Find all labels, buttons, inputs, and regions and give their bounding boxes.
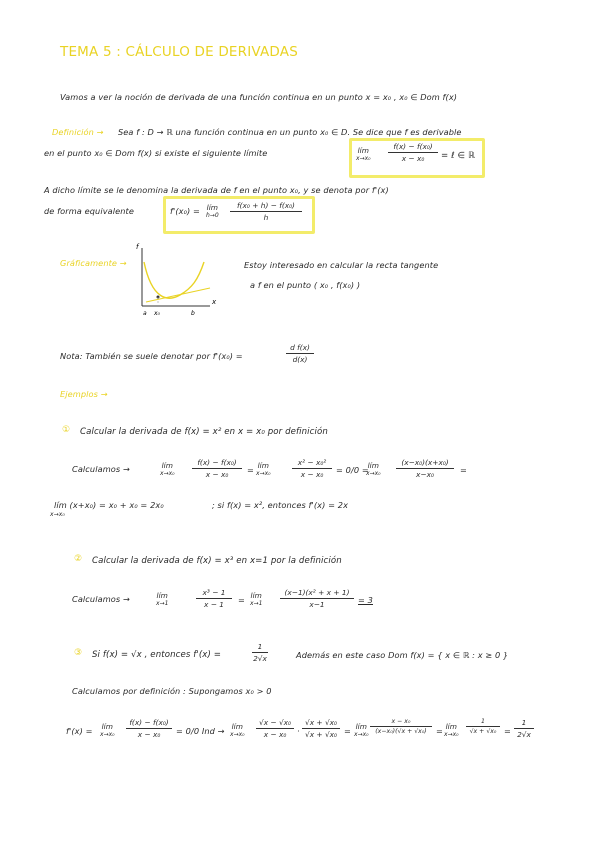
naming-line-2: de forma equivalente: [44, 206, 134, 216]
lim-word: lím: [156, 591, 168, 600]
example-1-lim-a: [160, 461, 175, 477]
graph-description-2: a f en el punto ( x₀ , f(x₀) ): [250, 280, 361, 290]
naming-line-1: A dicho límite se le denomina la derivada de f en el punto x₀, y se denota por f'(x): [44, 185, 389, 195]
lim-subscript: x→x₀: [230, 731, 245, 738]
fraction-numerator: f(x₀ + h) − f(x₀): [237, 201, 295, 210]
example-2-number: ②: [74, 554, 83, 564]
example-2-calc-label: Calculamos →: [72, 594, 130, 604]
example-1-result: lím (x+x₀) = x₀ + x₀ = 2x₀: [54, 500, 164, 510]
lim-word: lím: [257, 461, 269, 470]
example-2-fraction-2: [280, 588, 354, 609]
lim-subscript: x→x₀: [256, 470, 271, 477]
lim-subscript: x→x₀: [160, 470, 175, 477]
fraction-denominator: x − 1: [204, 600, 224, 609]
fraction-denominator: d(x): [292, 355, 308, 364]
tick-b: b: [191, 310, 195, 317]
lim-subscript: x→x₀: [366, 470, 381, 477]
intro-text: Vamos a ver la noción de derivada de una función continua en un punto x = x₀ , x₀ ∈ Dom f(x): [60, 92, 458, 102]
example-1-statement: Calcular la derivada de f(x) = x² en x = x₀ por definición: [80, 427, 328, 437]
fraction-denominator: x−1: [309, 600, 325, 609]
example-3-number: ③: [74, 648, 83, 658]
example-3-indeterminate: = 0/0 Ind →: [176, 726, 225, 736]
lim-word: lím: [357, 146, 369, 155]
example-1-fraction-3: [396, 458, 454, 479]
naming-fraction: [230, 201, 302, 222]
example-3-statement: Si f(x) = √x , entonces f'(x) =: [92, 650, 222, 660]
fraction-denominator: x − x₀: [205, 470, 229, 479]
example-3-fraction-2: [256, 718, 294, 739]
lim-subscript: x→1: [250, 600, 263, 607]
example-1-fraction-2: [292, 458, 332, 479]
note-fraction: [286, 343, 314, 364]
lim-subscript: x→x₀: [444, 731, 459, 738]
naming-f-lhs: f'(x₀) =: [170, 206, 200, 216]
naming-lim: [206, 203, 219, 219]
example-3-lim-c: [354, 722, 369, 738]
equals-sign: =: [344, 726, 351, 736]
example-2-fraction-1: [196, 588, 232, 609]
lim-subscript: x→x₀: [356, 155, 371, 162]
lim-word: lím: [250, 591, 262, 600]
example-1-aside: ; si f(x) = x², entonces f'(x) = 2x: [212, 500, 349, 510]
example-3-fraction-3: [302, 718, 340, 739]
example-3-lim-a: [100, 722, 115, 738]
definition-label: Definición →: [52, 127, 104, 137]
lim-word: lím: [206, 203, 218, 212]
lim-word: lím: [367, 461, 379, 470]
note-text: Nota: También se suele denotar por f'(x₀) =: [60, 351, 243, 361]
fraction-numerator: f(x) − f(x₀): [129, 718, 169, 727]
example-2-statement: Calcular la derivada de f(x) = x³ en x=1 por la definición: [92, 556, 342, 566]
graph-description-1: Estoy interesado en calcular la recta tangente: [244, 260, 439, 270]
fraction-denominator: (x−x₀)(√x + √x₀): [375, 728, 427, 735]
example-1-fraction-1: [192, 458, 242, 479]
lim-subscript: x→x₀: [354, 731, 369, 738]
example-3-fraction: [252, 642, 268, 663]
lim-word: lím: [355, 722, 367, 731]
fraction-numerator: f(x) − f(x₀): [197, 458, 237, 467]
example-2-lim-b: [250, 591, 262, 607]
equals-sign: =: [247, 465, 254, 475]
graph-label: Gráficamente →: [60, 258, 127, 268]
axis-y-label: f: [136, 243, 139, 251]
lim-subscript: x→x₀: [100, 731, 115, 738]
fraction-denominator: √x + √x₀: [469, 728, 497, 735]
fraction-denominator: x − x₀: [300, 470, 324, 479]
fraction-denominator: 2√x: [253, 654, 267, 663]
fraction-denominator: √x + √x₀: [304, 730, 338, 739]
fraction-numerator: 1: [481, 718, 485, 725]
example-1-number: ①: [62, 425, 71, 435]
fraction-denominator: x − x₀: [401, 154, 425, 163]
lim-subscript: x→1: [156, 600, 169, 607]
fraction-denominator: h: [263, 213, 269, 222]
fraction-numerator: 1: [521, 718, 527, 727]
example-1-calc-label: Calculamos →: [72, 464, 130, 474]
page-title: TEMA 5 : CÁLCULO DE DERIVADAS: [60, 44, 298, 60]
example-3-calc-line: Calculamos por definición : Supongamos x₀ > 0: [72, 686, 272, 696]
fraction-numerator: x² − x₀²: [297, 458, 327, 467]
lim-word: lím: [161, 461, 173, 470]
example-1-lim-c: [366, 461, 381, 477]
lim-word: lím: [101, 722, 113, 731]
example-3-fprime: f'(x) =: [66, 726, 93, 736]
definition-line-2: en el punto x₀ ∈ Dom f(x) si existe el siguiente límite: [44, 148, 268, 158]
fraction-numerator: d f(x): [290, 343, 310, 352]
fraction-numerator: f(x) − f(x₀): [393, 142, 433, 151]
example-1-lim-b: [256, 461, 271, 477]
equals-sign: =: [436, 726, 443, 736]
definition-fraction: [388, 142, 438, 163]
fraction-numerator: (x−x₀)(x+x₀): [401, 458, 449, 467]
example-3-fraction-4: [370, 718, 432, 735]
equals-sign: =: [460, 465, 467, 475]
fraction-numerator: (x−1)(x² + x + 1): [284, 588, 350, 597]
example-3-fraction-5: [466, 718, 500, 735]
fraction-numerator: √x − √x₀: [258, 718, 292, 727]
axis-x-label: x: [212, 298, 217, 306]
example-3-lim-b: [230, 722, 245, 738]
examples-label: Ejemplos →: [60, 389, 108, 399]
equals-sign: =: [504, 726, 511, 736]
multiplication-dot: ·: [297, 726, 300, 736]
tick-a: a: [143, 310, 147, 317]
example-1-indeterminate: = 0/0 =: [336, 465, 369, 475]
definition-result: = ℓ ∈ ℝ: [441, 151, 475, 161]
example-3-fraction-1: [126, 718, 172, 739]
tick-x0: x₀: [154, 310, 160, 317]
fraction-numerator: x − x₀: [391, 718, 411, 725]
example-1-result-subscript: x→x₀: [50, 511, 65, 518]
fraction-numerator: 1: [257, 642, 263, 651]
tangent-graph: [128, 240, 228, 320]
fraction-denominator: x−x₀: [416, 470, 434, 479]
lim-subscript: h→0: [206, 212, 219, 219]
example-2-result: = 3: [358, 595, 373, 605]
definition-lim-op: [356, 146, 371, 162]
fraction-denominator: x − x₀: [137, 730, 161, 739]
example-2-lim-a: [156, 591, 168, 607]
fraction-denominator: x − x₀: [263, 730, 287, 739]
example-3-fraction-6: [514, 718, 534, 739]
function-curve: [144, 262, 204, 298]
example-3-lim-d: [444, 722, 459, 738]
definition-line-1: Sea f : D → ℝ una función continua en un punto x₀ ∈ D. Se dice que f es derivable: [118, 127, 462, 137]
fraction-numerator: √x + √x₀: [304, 718, 338, 727]
fraction-denominator: 2√x: [517, 730, 531, 739]
lim-word: lím: [445, 722, 457, 731]
lim-word: lím: [231, 722, 243, 731]
example-3-domain: Además en este caso Dom f(x) = { x ∈ ℝ : x ≥ 0 }: [296, 650, 509, 660]
fraction-numerator: x³ − 1: [202, 588, 226, 597]
equals-sign: =: [238, 595, 245, 605]
